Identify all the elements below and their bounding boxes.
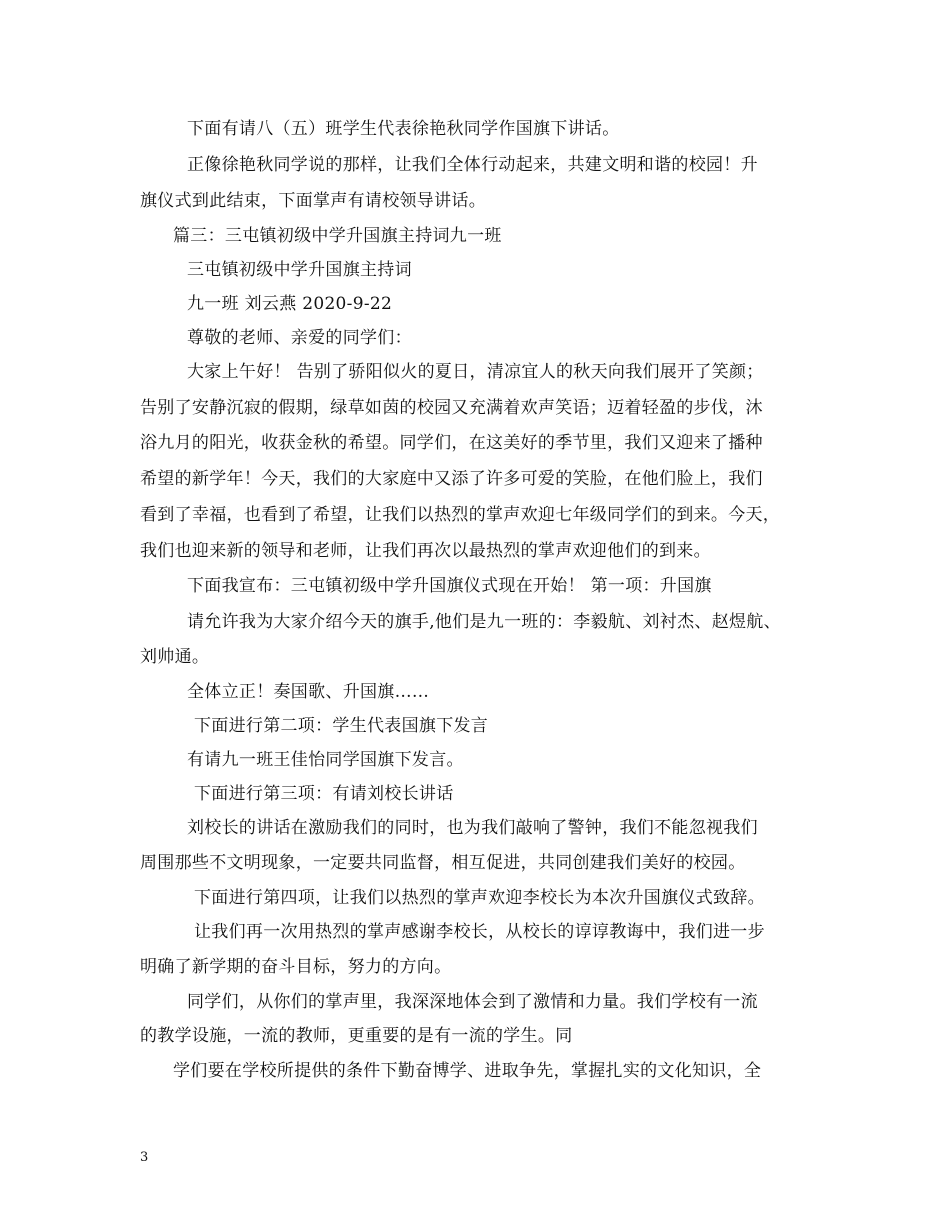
text-line: 三屯镇初级中学升国旗主持词 [187, 260, 412, 280]
text-line: 九一班 刘云燕 2020-9-22 [187, 294, 393, 314]
text-line: 告别了安静沉寂的假期，绿草如茵的校园又充满着欢声笑语；迈着轻盈的步伐，沐 [140, 398, 763, 418]
text-line: 尊敬的老师、亲爱的同学们： [187, 328, 412, 348]
text-line: 全体立正！奏国歌、升国旗…… [187, 682, 430, 702]
text-line: 刘帅通。 [140, 647, 210, 667]
page-number: 3 [140, 1150, 149, 1165]
text-line: 请允许我为大家介绍今天的旗手,他们是九一班的：李毅航、刘衬杰、赵煜航、 [187, 612, 781, 632]
text-line: 旗仪式到此结束，下面掌声有请校领导讲话。 [140, 191, 486, 211]
text-line: 有请九一班王佳怡同学国旗下发言。 [187, 750, 464, 770]
text-line: 下面进行第二项：学生代表国旗下发言 [194, 716, 489, 736]
text-line: 浴九月的阳光，收获金秋的希望。同学们，在这美好的季节里，我们又迎来了播种 [140, 433, 763, 453]
text-line: 正像徐艳秋同学说的那样，让我们全体行动起来，共建文明和谐的校园！升 [187, 155, 758, 175]
text-line: 下面有请八（五）班学生代表徐艳秋同学作国旗下讲话。 [187, 119, 620, 139]
text-line: 让我们再一次用热烈的掌声感谢李校长，从校长的谆谆教诲中，我们进一步 [194, 922, 765, 942]
text-line: 学们要在学校所提供的条件下勤奋博学、进取争先，掌握扎实的文化知识，全 [173, 1061, 762, 1081]
section-heading: 篇三：三屯镇初级中学升国旗主持词九一班 [173, 226, 502, 246]
text-line: 刘校长的讲话在激励我们的同时，也为我们敲响了警钟，我们不能忽视我们 [187, 818, 758, 838]
text-line: 下面进行第四项，让我们以热烈的掌声欢迎李校长为本次升国旗仪式致辞。 [194, 888, 765, 908]
text-line: 希望的新学年！今天，我们的大家庭中又添了许多可爱的笑脸，在他们脸上，我们 [140, 469, 763, 489]
text-line: 周围那些不文明现象，一定要共同监督，相互促进，共同创建我们美好的校园。 [140, 853, 746, 873]
text-line: 明确了新学期的奋斗目标，努力的方向。 [140, 957, 452, 977]
text-line: 的教学设施，一流的教师，更重要的是有一流的学生。同 [140, 1026, 573, 1046]
text-line: 大家上午好！ 告别了骄阳似火的夏日，清凉宜人的秋天向我们展开了笑颜； [187, 362, 764, 382]
text-line: 下面我宣布：三屯镇初级中学升国旗仪式现在开始！ 第一项：升国旗 [187, 576, 712, 596]
text-line: 下面进行第三项：有请刘校长讲话 [194, 784, 454, 804]
text-line: 我们也迎来新的领导和老师，让我们再次以最热烈的掌声欢迎他们的到来。 [140, 541, 711, 561]
text-line: 同学们，从你们的掌声里，我深深地体会到了激情和力量。我们学校有一流 [187, 992, 758, 1012]
text-line: 看到了幸福，也看到了希望，让我们以热烈的掌声欢迎七年级同学们的到来。今天， [140, 505, 781, 525]
